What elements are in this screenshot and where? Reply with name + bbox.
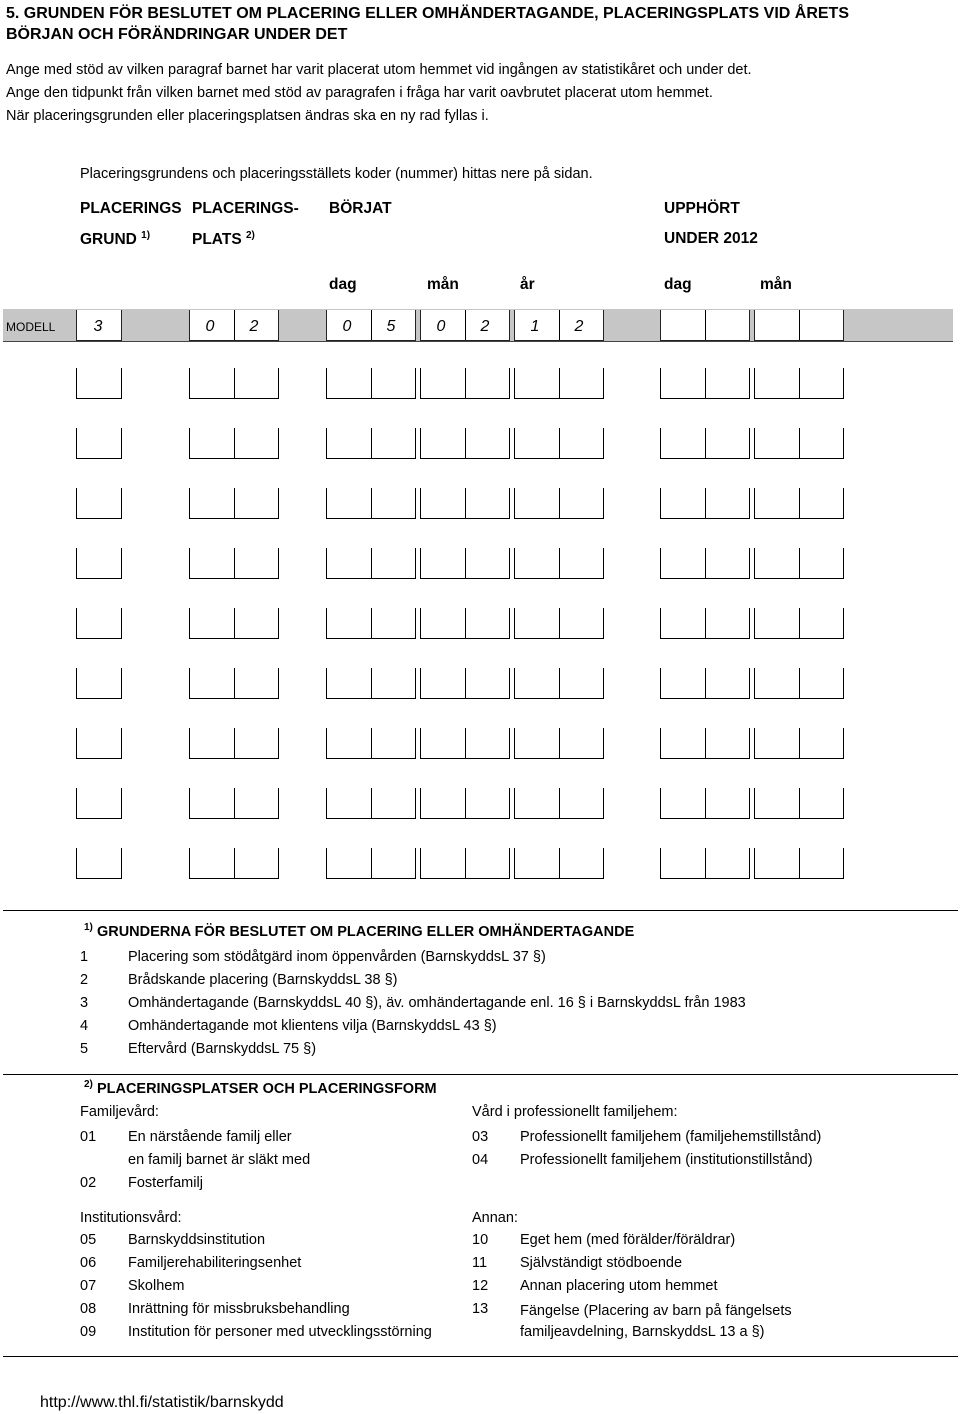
placement-code: 5 — [80, 1041, 89, 1057]
model-digit: 0 — [436, 318, 446, 335]
footnote-2-heading — [84, 1079, 437, 1097]
entry-row — [0, 668, 960, 700]
entry-cell-end-dag[interactable] — [660, 788, 750, 819]
institution-heading: Institutionsvård: — [80, 1210, 182, 1226]
entry-cell-start-man[interactable] — [420, 368, 510, 399]
header-placerings: PLACERINGS — [80, 200, 182, 217]
section-title-line2: BÖRJAN OCH FÖRÄNDRINGAR UNDER DET — [6, 26, 348, 43]
placement-text: Annan placering utom hemmet — [520, 1278, 718, 1294]
placement-text: en familj barnet är släkt med — [128, 1152, 311, 1168]
entry-cell-end-dag[interactable] — [660, 488, 750, 519]
header-borjat: BÖRJAT — [329, 200, 392, 217]
entry-cell-start-dag[interactable] — [326, 488, 416, 519]
placement-code: 08 — [80, 1301, 97, 1317]
entry-cell-end-man[interactable] — [754, 548, 844, 579]
entry-cell-end-dag[interactable] — [660, 848, 750, 879]
placement-code: 2 — [80, 972, 89, 988]
entry-cell-start-dag[interactable] — [326, 848, 416, 879]
placement-text: En närstående familj eller — [128, 1129, 292, 1145]
footnote-2-title: PLACERINGSPLATSER OCH PLACERINGSFORM — [96, 1080, 437, 1097]
placement-text: familjeavdelning, BarnskyddsL 13 a §) — [520, 1324, 765, 1340]
entry-cell-start-ar[interactable] — [514, 428, 604, 459]
footnote-ref-2: 2) — [245, 230, 255, 241]
placement-code: 1 — [80, 949, 89, 965]
footnote-1-marker: 1) — [84, 922, 93, 933]
entry-cell-end-dag[interactable] — [660, 608, 750, 639]
entry-row — [0, 788, 960, 820]
header-dag-start: dag — [329, 276, 357, 293]
placement-text: Fosterfamilj — [128, 1175, 203, 1191]
placement-text: Skolhem — [128, 1278, 185, 1294]
annan-heading: Annan: — [472, 1210, 518, 1226]
entry-cell-grund[interactable] — [76, 608, 122, 639]
entry-cell-start-dag[interactable] — [326, 428, 416, 459]
entry-cell-start-ar[interactable] — [514, 368, 604, 399]
header-man-start: mån — [427, 276, 459, 293]
placement-text: Professionellt familjehem (institutionstillstånd) — [520, 1152, 813, 1168]
entry-cell-start-ar[interactable] — [514, 488, 604, 519]
entry-cell-end-man[interactable] — [754, 428, 844, 459]
entry-cell-end-man[interactable] — [754, 668, 844, 699]
header-grund — [80, 230, 150, 249]
entry-cell-start-dag[interactable] — [326, 368, 416, 399]
model-digit: 2 — [249, 318, 259, 335]
model-digit: 2 — [574, 318, 584, 335]
entry-row — [0, 368, 960, 400]
entry-cell-end-dag[interactable] — [660, 548, 750, 579]
model-cell-end-man — [754, 310, 844, 341]
entry-cell-start-ar[interactable] — [514, 608, 604, 639]
footnote-2-marker: 2) — [84, 1079, 93, 1090]
footer-url[interactable]: http://www.thl.fi/statistik/barnskydd — [40, 1394, 284, 1411]
entry-cell-start-dag[interactable] — [326, 788, 416, 819]
placement-text: Omhändertagande (BarnskyddsL 40 §), äv. omhändertagande enl. 16 § i BarnskyddsL från 1983 — [128, 995, 746, 1011]
entry-cell-end-man[interactable] — [754, 368, 844, 399]
placement-text: Brådskande placering (BarnskyddsL 38 §) — [128, 972, 398, 988]
model-digit: 0 — [342, 318, 352, 335]
header-dag-end: dag — [664, 276, 692, 293]
entry-cell-start-dag[interactable] — [326, 548, 416, 579]
entry-cell-grund[interactable] — [76, 428, 122, 459]
entry-cell-start-man[interactable] — [420, 608, 510, 639]
entry-cell-start-dag[interactable] — [326, 728, 416, 759]
placement-code: 05 — [80, 1232, 97, 1248]
entry-cell-start-dag[interactable] — [326, 608, 416, 639]
model-digit: 1 — [530, 318, 540, 335]
placement-code: 04 — [472, 1152, 489, 1168]
divider — [3, 1074, 958, 1075]
entry-row — [0, 728, 960, 760]
header-placerings-plats: PLACERINGS- — [192, 200, 299, 217]
placement-code: 10 — [472, 1232, 489, 1248]
entry-cell-end-man[interactable] — [754, 848, 844, 879]
placement-code: 09 — [80, 1324, 97, 1340]
entry-cell-grund[interactable] — [76, 668, 122, 699]
placement-text: Barnskyddsinstitution — [128, 1232, 266, 1248]
intro-line: När placeringsgrunden eller placeringsplatsen ändras ska en ny rad fyllas i. — [6, 108, 489, 124]
placement-code: 03 — [472, 1129, 489, 1145]
familjevard-heading: Familjevård: — [80, 1104, 159, 1120]
entry-cell-grund[interactable] — [76, 548, 122, 579]
intro-line: Ange med stöd av vilken paragraf barnet har varit placerat utom hemmet vid ingången av statistikåret och under det. — [6, 62, 752, 78]
placement-text: Eget hem (med förälder/föräldrar) — [520, 1232, 736, 1248]
entry-cell-end-dag[interactable] — [660, 668, 750, 699]
placement-text: Placering som stödåtgärd inom öppenvården (BarnskyddsL 37 §) — [128, 949, 546, 965]
header-under-2012: UNDER 2012 — [664, 230, 758, 247]
model-digit: 2 — [480, 318, 490, 335]
placement-text: Eftervård (BarnskyddsL 75 §) — [128, 1041, 317, 1057]
entry-cell-start-ar[interactable] — [514, 668, 604, 699]
entry-cell-grund[interactable] — [76, 728, 122, 759]
entry-cell-start-man[interactable] — [420, 428, 510, 459]
entry-cell-start-ar[interactable] — [514, 788, 604, 819]
entry-cell-plats[interactable] — [189, 548, 279, 579]
placement-code: 4 — [80, 1018, 89, 1034]
placement-text: Omhändertagande mot klientens vilja (BarnskyddsL 43 §) — [128, 1018, 497, 1034]
entry-cell-plats[interactable] — [189, 668, 279, 699]
entry-cell-start-ar[interactable] — [514, 848, 604, 879]
entry-row — [0, 488, 960, 520]
placement-code: 06 — [80, 1255, 97, 1271]
entry-cell-end-man[interactable] — [754, 728, 844, 759]
entry-cell-grund[interactable] — [76, 848, 122, 879]
model-cell-end-dag — [660, 310, 750, 341]
placement-text: Familjerehabiliteringsenhet — [128, 1255, 302, 1271]
section-title-line1: 5. GRUNDEN FÖR BESLUTET OM PLACERING ELLER OMHÄNDERTAGANDE, PLACERINGSPLATS VID ÅRETS — [6, 5, 849, 22]
entry-cell-plats[interactable] — [189, 728, 279, 759]
model-row — [0, 310, 960, 342]
placement-code: 01 — [80, 1129, 97, 1145]
placement-text: Institution för personer med utvecklingsstörning — [128, 1324, 432, 1340]
entry-cell-plats[interactable] — [189, 488, 279, 519]
entry-cell-plats[interactable] — [189, 368, 279, 399]
entry-row — [0, 608, 960, 640]
entry-cell-start-man[interactable] — [420, 668, 510, 699]
entry-cell-end-man[interactable] — [754, 608, 844, 639]
model-digit: 3 — [93, 318, 103, 335]
entry-cell-start-ar[interactable] — [514, 728, 604, 759]
entry-cell-plats[interactable] — [189, 848, 279, 879]
entry-cell-end-man[interactable] — [754, 788, 844, 819]
footnote-ref-1: 1) — [141, 230, 151, 241]
header-plats — [192, 230, 255, 249]
divider — [3, 1356, 958, 1357]
placement-code: 07 — [80, 1278, 97, 1294]
placement-text: Inrättning för missbruksbehandling — [128, 1301, 350, 1317]
header-upphort: UPPHÖRT — [664, 200, 740, 217]
entry-cell-start-man[interactable] — [420, 488, 510, 519]
entry-cell-plats[interactable] — [189, 788, 279, 819]
codes-note: Placeringsgrundens och placeringsställets koder (nummer) hittas nere på sidan. — [80, 166, 593, 182]
entry-row — [0, 548, 960, 580]
model-digit: 0 — [205, 318, 215, 335]
entry-cell-start-dag[interactable] — [326, 668, 416, 699]
header-plats-text: PLATS — [192, 231, 242, 249]
header-ar-start: år — [520, 276, 535, 293]
entry-cell-plats[interactable] — [189, 608, 279, 639]
entry-cell-grund[interactable] — [76, 488, 122, 519]
placement-text: Fängelse (Placering av barn på fängelsets — [520, 1303, 792, 1319]
entry-row — [0, 848, 960, 880]
placement-code: 12 — [472, 1278, 489, 1294]
footnote-1-title: GRUNDERNA FÖR BESLUTET OM PLACERING ELLER OMHÄNDERTAGANDE — [96, 923, 635, 940]
entry-cell-grund[interactable] — [76, 788, 122, 819]
model-digit: 5 — [386, 318, 396, 335]
divider — [3, 910, 958, 911]
intro-line: Ange den tidpunkt från vilken barnet med stöd av paragrafen i fråga har varit oavbrutet placerat utom hemmet. — [6, 85, 713, 101]
placement-code: 3 — [80, 995, 89, 1011]
entry-cell-start-ar[interactable] — [514, 548, 604, 579]
entry-cell-end-man[interactable] — [754, 488, 844, 519]
header-man-end: mån — [760, 276, 792, 293]
entry-cell-start-man[interactable] — [420, 788, 510, 819]
footnote-1-heading — [84, 922, 634, 940]
entry-cell-start-man[interactable] — [420, 548, 510, 579]
entry-cell-start-man[interactable] — [420, 728, 510, 759]
placement-text: Självständigt stödboende — [520, 1255, 683, 1271]
placement-code: 13 — [472, 1301, 489, 1317]
entry-cell-end-dag[interactable] — [660, 428, 750, 459]
entry-row — [0, 428, 960, 460]
placement-text: Professionellt familjehem (familjehemstillstånd) — [520, 1129, 822, 1145]
header-grund-text: GRUND — [80, 231, 137, 249]
model-label: MODELL — [6, 320, 56, 334]
professional-heading: Vård i professionellt familjehem: — [472, 1104, 678, 1120]
entry-cell-start-man[interactable] — [420, 848, 510, 879]
entry-cell-plats[interactable] — [189, 428, 279, 459]
entry-cell-end-dag[interactable] — [660, 728, 750, 759]
placement-code: 02 — [80, 1175, 97, 1191]
entry-cell-grund[interactable] — [76, 368, 122, 399]
placement-code: 11 — [472, 1255, 488, 1271]
entry-cell-end-dag[interactable] — [660, 368, 750, 399]
